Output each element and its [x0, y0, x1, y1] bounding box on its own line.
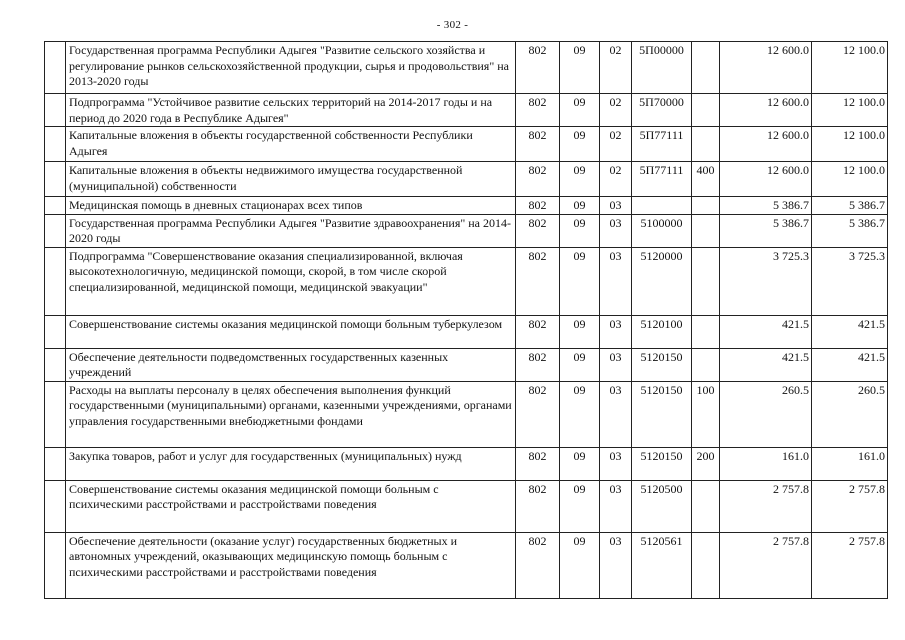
target-article-code: 5П77111	[632, 162, 692, 197]
department-code: 802	[516, 214, 560, 247]
amount-year-2: 5 386.7	[812, 197, 888, 215]
expense-type-code: 100	[692, 381, 720, 447]
section-code: 09	[560, 480, 600, 532]
row-marker-cell	[45, 480, 66, 532]
department-code: 802	[516, 315, 560, 348]
expense-name: Государственная программа Республики Адыгея "Развитие здравоохранения" на 2014-2020 годы	[66, 214, 516, 247]
row-marker-cell	[45, 214, 66, 247]
subsection-code: 03	[600, 348, 632, 381]
expense-type-code	[692, 348, 720, 381]
section-code: 09	[560, 42, 600, 94]
amount-year-1: 12 600.0	[720, 127, 812, 162]
expense-name: Капитальные вложения в объекты государственной собственности Республики Адыгея	[66, 127, 516, 162]
table-row	[45, 127, 888, 162]
amount-year-2: 12 100.0	[812, 162, 888, 197]
amount-year-2: 260.5	[812, 381, 888, 447]
target-article-code: 5120500	[632, 480, 692, 532]
section-code: 09	[560, 247, 600, 315]
department-code: 802	[516, 381, 560, 447]
row-marker-cell	[45, 162, 66, 197]
expense-type-code: 400	[692, 162, 720, 197]
subsection-code: 03	[600, 480, 632, 532]
target-article-code: 5100000	[632, 214, 692, 247]
subsection-code: 03	[600, 315, 632, 348]
amount-year-1: 12 600.0	[720, 94, 812, 127]
amount-year-1: 2 757.8	[720, 480, 812, 532]
subsection-code: 03	[600, 197, 632, 215]
section-code: 09	[560, 315, 600, 348]
row-marker-cell	[45, 381, 66, 447]
subsection-code: 02	[600, 127, 632, 162]
amount-year-2: 421.5	[812, 348, 888, 381]
department-code: 802	[516, 247, 560, 315]
department-code: 802	[516, 532, 560, 598]
table-row	[45, 42, 888, 94]
amount-year-1: 5 386.7	[720, 197, 812, 215]
row-marker-cell	[45, 127, 66, 162]
department-code: 802	[516, 127, 560, 162]
amount-year-1: 2 757.8	[720, 532, 812, 598]
expense-name: Капитальные вложения в объекты недвижимого имущества государственной (муниципальной) собственности	[66, 162, 516, 197]
subsection-code: 03	[600, 381, 632, 447]
subsection-code: 03	[600, 214, 632, 247]
budget-table	[44, 41, 888, 599]
section-code: 09	[560, 162, 600, 197]
table-row	[45, 315, 888, 348]
department-code: 802	[516, 94, 560, 127]
target-article-code: 5120561	[632, 532, 692, 598]
expense-type-code	[692, 214, 720, 247]
section-code: 09	[560, 214, 600, 247]
amount-year-1: 5 386.7	[720, 214, 812, 247]
row-marker-cell	[45, 348, 66, 381]
amount-year-2: 3 725.3	[812, 247, 888, 315]
target-article-code: 5120150	[632, 381, 692, 447]
amount-year-1: 421.5	[720, 315, 812, 348]
amount-year-2: 12 100.0	[812, 94, 888, 127]
expense-name: Медицинская помощь в дневных стационарах всех типов	[66, 197, 516, 215]
expense-name: Обеспечение деятельности подведомственных государственных казенных учреждений	[66, 348, 516, 381]
department-code: 802	[516, 348, 560, 381]
amount-year-2: 2 757.8	[812, 532, 888, 598]
expense-type-code	[692, 480, 720, 532]
expense-type-code	[692, 197, 720, 215]
amount-year-1: 260.5	[720, 381, 812, 447]
target-article-code: 5П77111	[632, 127, 692, 162]
expense-name: Государственная программа Республики Адыгея "Развитие сельского хозяйства и регулирование рынков сельскохозяйственной продукции, сырья и продовольствия" на 2013-2020 годы	[66, 42, 516, 94]
department-code: 802	[516, 42, 560, 94]
target-article-code	[632, 197, 692, 215]
section-code: 09	[560, 94, 600, 127]
expense-name: Закупка товаров, работ и услуг для государственных (муниципальных) нужд	[66, 447, 516, 480]
amount-year-1: 421.5	[720, 348, 812, 381]
amount-year-1: 161.0	[720, 447, 812, 480]
subsection-code: 03	[600, 447, 632, 480]
amount-year-2: 12 100.0	[812, 127, 888, 162]
department-code: 802	[516, 447, 560, 480]
row-marker-cell	[45, 247, 66, 315]
table-row	[45, 94, 888, 127]
expense-type-code: 200	[692, 447, 720, 480]
amount-year-2: 2 757.8	[812, 480, 888, 532]
section-code: 09	[560, 532, 600, 598]
row-marker-cell	[45, 42, 66, 94]
department-code: 802	[516, 480, 560, 532]
amount-year-1: 12 600.0	[720, 42, 812, 94]
expense-type-code	[692, 315, 720, 348]
table-row	[45, 480, 888, 532]
section-code: 09	[560, 348, 600, 381]
target-article-code: 5120150	[632, 447, 692, 480]
expense-type-code	[692, 42, 720, 94]
target-article-code: 5120100	[632, 315, 692, 348]
row-marker-cell	[45, 447, 66, 480]
amount-year-1: 3 725.3	[720, 247, 812, 315]
table-row	[45, 247, 888, 315]
subsection-code: 02	[600, 94, 632, 127]
expense-type-code	[692, 247, 720, 315]
expense-type-code	[692, 94, 720, 127]
section-code: 09	[560, 447, 600, 480]
table-row	[45, 348, 888, 381]
page-number: - 302 -	[436, 19, 469, 31]
amount-year-2: 161.0	[812, 447, 888, 480]
amount-year-2: 12 100.0	[812, 42, 888, 94]
amount-year-2: 5 386.7	[812, 214, 888, 247]
expense-type-code	[692, 532, 720, 598]
target-article-code: 5120000	[632, 247, 692, 315]
target-article-code: 5П70000	[632, 94, 692, 127]
subsection-code: 02	[600, 42, 632, 94]
table-row	[45, 532, 888, 598]
expense-name: Совершенствование системы оказания медицинской помощи больным с психическими расстройствами и расстройствами поведения	[66, 480, 516, 532]
subsection-code: 03	[600, 247, 632, 315]
subsection-code: 03	[600, 532, 632, 598]
expense-name: Обеспечение деятельности (оказание услуг) государственных бюджетных и автономных учреждений, оказывающих медицинскую помощь больным с психическими расстройствами и расстройствами поведения	[66, 532, 516, 598]
expense-type-code	[692, 127, 720, 162]
row-marker-cell	[45, 197, 66, 215]
table-row	[45, 214, 888, 247]
expense-name: Подпрограмма "Совершенствование оказания специализированной, включая высокотехнологичную, медицинской помощи, скорой, в том числе скорой специализированной, медицинской помощи, медицинской эвакуации"	[66, 247, 516, 315]
subsection-code: 02	[600, 162, 632, 197]
table-row	[45, 162, 888, 197]
row-marker-cell	[45, 94, 66, 127]
amount-year-1: 12 600.0	[720, 162, 812, 197]
table-row	[45, 381, 888, 447]
section-code: 09	[560, 197, 600, 215]
section-code: 09	[560, 127, 600, 162]
row-marker-cell	[45, 315, 66, 348]
target-article-code: 5П00000	[632, 42, 692, 94]
expense-name: Расходы на выплаты персоналу в целях обеспечения выполнения функций государственными (муниципальными) органами, казенными учреждениями, органами управления государственными внебюджетными фондами	[66, 381, 516, 447]
table-row	[45, 197, 888, 215]
expense-name: Совершенствование системы оказания медицинской помощи больным туберкулезом	[66, 315, 516, 348]
row-marker-cell	[45, 532, 66, 598]
expense-name: Подпрограмма "Устойчивое развитие сельских территорий на 2014-2017 годы и на период до 2020 года в Республике Адыгея"	[66, 94, 516, 127]
department-code: 802	[516, 197, 560, 215]
department-code: 802	[516, 162, 560, 197]
amount-year-2: 421.5	[812, 315, 888, 348]
target-article-code: 5120150	[632, 348, 692, 381]
section-code: 09	[560, 381, 600, 447]
table-row	[45, 447, 888, 480]
